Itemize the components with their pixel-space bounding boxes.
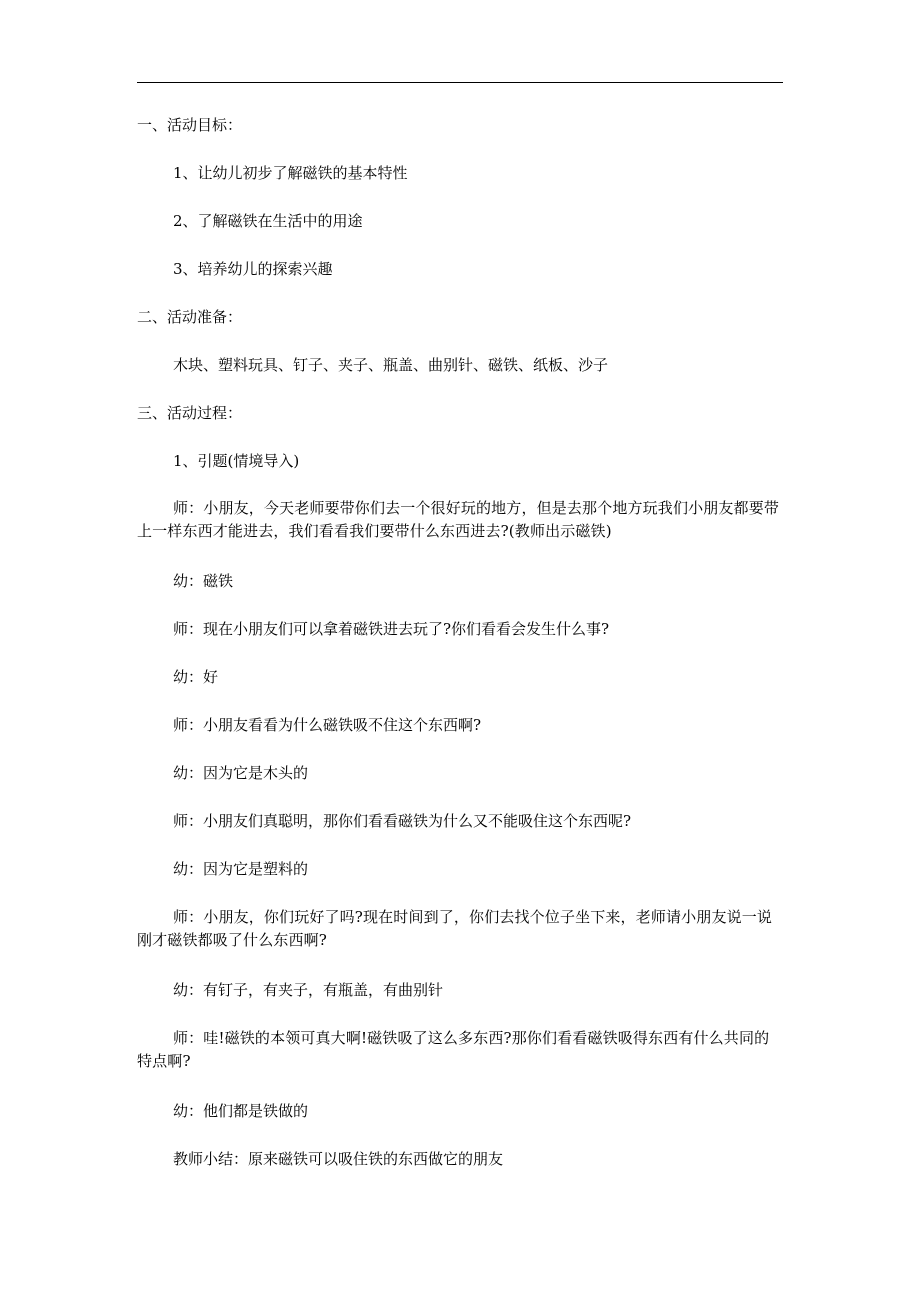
dialogue-line: 师：小朋友们真聪明，那你们看看磁铁为什么又不能吸住这个东西呢? bbox=[173, 812, 632, 830]
dialogue-line: 幼：因为它是塑料的 bbox=[173, 860, 309, 878]
dialogue-line: 幼：好 bbox=[173, 668, 219, 686]
dialogue-line: 师：小朋友，今天老师要带你们去一个很好玩的地方，但是去那个地方玩我们小朋友都要带上一样东西才能进去，我们看看我们要带什么东西进去?(教师出示磁铁) bbox=[137, 499, 780, 540]
dialogue-line: 师：现在小朋友们可以拿着磁铁进去玩了?你们看看会发生什么事? bbox=[173, 620, 610, 638]
section-heading-process: 三、活动过程： bbox=[137, 404, 243, 422]
section-heading-preparation: 二、活动准备： bbox=[137, 308, 243, 326]
goal-item-3: 3、培养幼儿的探索兴趣 bbox=[173, 260, 333, 278]
dialogue-line: 师：哇!磁铁的本领可真大啊!磁铁吸了这么多东西?那你们看看磁铁吸得东西有什么共同的特点啊? bbox=[137, 1029, 770, 1070]
dialogue-line: 幼：因为它是木头的 bbox=[173, 764, 309, 782]
dialogue-line: 幼：磁铁 bbox=[173, 572, 234, 590]
section-heading-goals: 一、活动目标： bbox=[137, 116, 243, 134]
dialogue-line: 师：小朋友，你们玩好了吗?现在时间到了，你们去找个位子坐下来，老师请小朋友说一说刚才磁铁都吸了什么东西啊? bbox=[137, 908, 773, 949]
goal-item-1: 1、让幼儿初步了解磁铁的基本特性 bbox=[173, 164, 408, 182]
teacher-summary: 教师小结：原来磁铁可以吸住铁的东西做它的朋友 bbox=[173, 1150, 504, 1168]
materials-list: 木块、塑料玩具、钉子、夹子、瓶盖、曲别针、磁铁、纸板、沙子 bbox=[173, 356, 609, 374]
process-step-1: 1、引题(情境导入) bbox=[173, 452, 300, 470]
dialogue-line: 幼：有钉子，有夹子，有瓶盖，有曲别针 bbox=[173, 981, 444, 999]
goal-item-2: 2、了解磁铁在生活中的用途 bbox=[173, 212, 363, 230]
dialogue-line: 师：小朋友看看为什么磁铁吸不住这个东西啊? bbox=[173, 716, 482, 734]
dialogue-line: 幼：他们都是铁做的 bbox=[173, 1102, 309, 1120]
header-rule bbox=[137, 82, 783, 83]
